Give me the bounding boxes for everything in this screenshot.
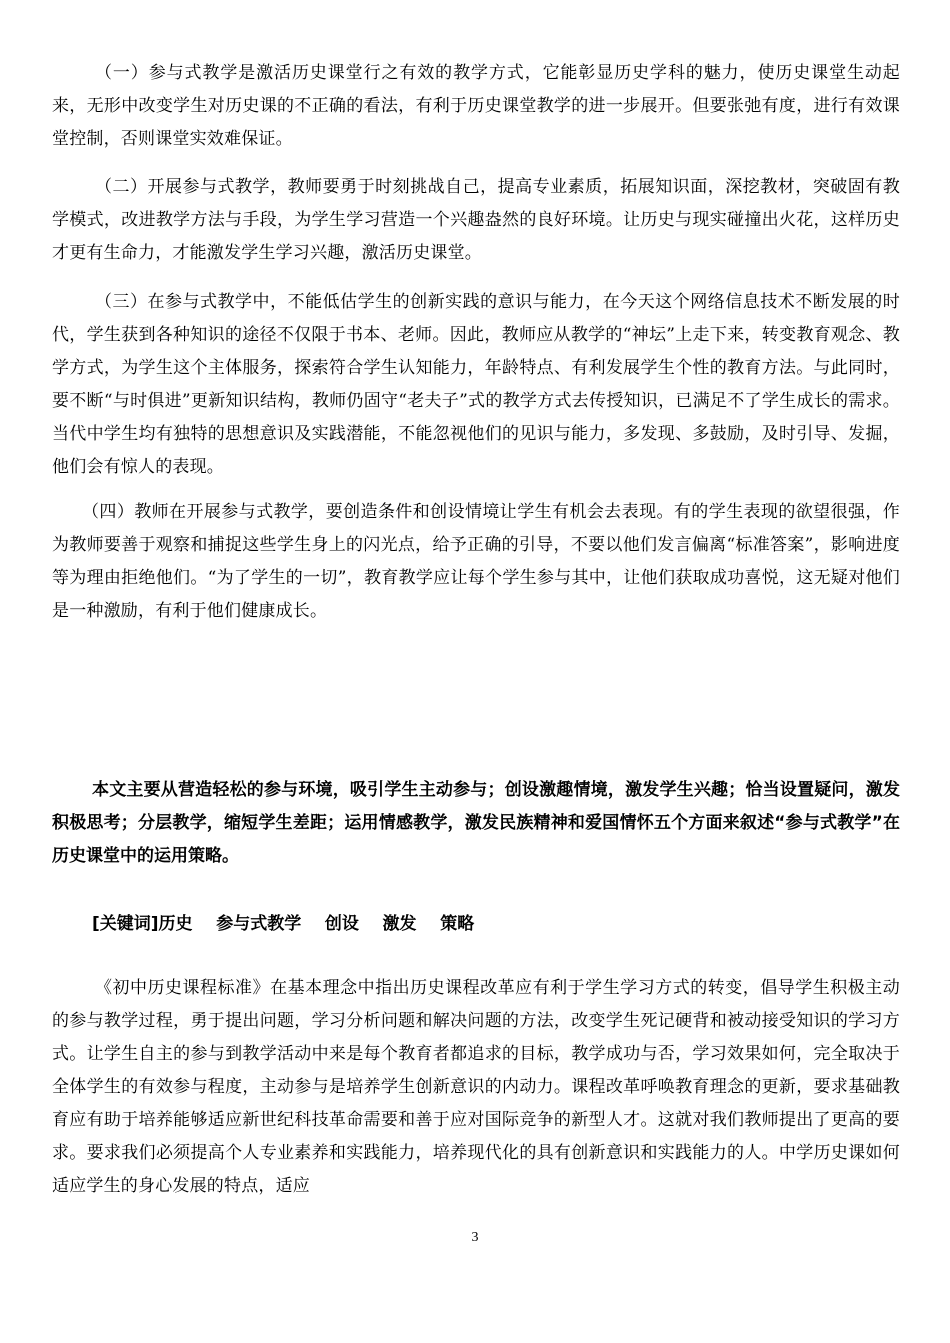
paragraph-two: （二）开展参与式教学，教师要勇于时刻挑战自己，提高专业素质，拓展知识面，深挖教材，突破固有教学模式，改进教学方法与手段，为学生学习营造一个兴趣盎然的良好环境。让历史与现实碰撞出火花，这样历史才更有生命力，才能激发学生学习兴趣，激活历史课堂。 [52, 177, 900, 263]
abstract: 本文主要从营造轻松的参与环境，吸引学生主动参与；创设激趣情境，激发学生兴趣；恰当设置疑问，激发积极思考；分层教学，缩短学生差距；运用情感教学，激发民族精神和爱国情怀五个方面来叙述“参与式教学”在历史课堂中的运用策略。 [52, 780, 900, 866]
intro-paragraph: 《初中历史课程标准》在基本理念中指出历史课程改革应有利于学生学习方式的转变，倡导学生积极主动的参与教学过程，勇于提出问题，学习分析问题和解决问题的方法，改变学生死记硬背和被动接受知识的学习方式。让学生自主的参与到教学活动中来是每个教育者都追求的目标，教学成功与否，学习效果如何，完全取决于全体学生的有效参与程度，主动参与是培养学生创新意识的内动力。课程改革呼唤教育理念的更新，要求基础教育应有助于培养能够适应新世纪科技革命需要和善于应对国际竞争的新型人才。这就对我们教师提出了更高的要求。要求我们必须提高个人专业素养和实践能力，培养现代化的具有创新意识和实践能力的人。中学历史课如何适应学生的身心发展的特点，适应 [52, 978, 900, 1196]
paragraph-one: （一）参与式教学是激活历史课堂行之有效的教学方式，它能彰显历史学科的魅力，使历史课堂生动起来，无形中改变学生对历史课的不正确的看法，有利于历史课堂教学的进一步展开。但要张弛有度，进行有效课堂控制，否则课堂实效难保证。 [52, 63, 900, 149]
paragraph-three: （三）在参与式教学中，不能低估学生的创新实践的意识与能力，在今天这个网络信息技术不断发展的时代，学生获到各种知识的途径不仅限于书本、老师。因此，教师应从教学的“神坛”上走下来，转变教育观念、教学方式，为学生这个主体服务，探索符合学生认知能力，年龄特点、有利发展学生个性的教育方法。与此同时，要不断“与时俱进”更新知识结构，教师仍固守“老夫子”式的教学方式去传授知识，已满足不了学生成长的需求。当代中学生均有独特的思想意识及实践潜能，不能忽视他们的见识与能力，多发现、多鼓励，及时引导、发掘，他们会有惊人的表现。 [52, 292, 900, 477]
page-number: 3 [471, 1230, 479, 1245]
paragraph-four: （四）教师在开展参与式教学，要创造条件和创设情境让学生有机会去表现。有的学生表现的欲望很强，作为教师要善于观察和捕捉这些学生身上的闪光点，给予正确的引导，不要以他们发言偏离“标准答案”，影响进度等为理由拒绝他们。“为了学生的一切”，教育教学应让每个学生参与其中，让他们获取成功喜悦，这无疑对他们是一种激励，有利于他们健康成长。 [52, 502, 900, 621]
keywords: [关键词]历史 参与式教学 创设 激发 策略 [92, 914, 475, 934]
